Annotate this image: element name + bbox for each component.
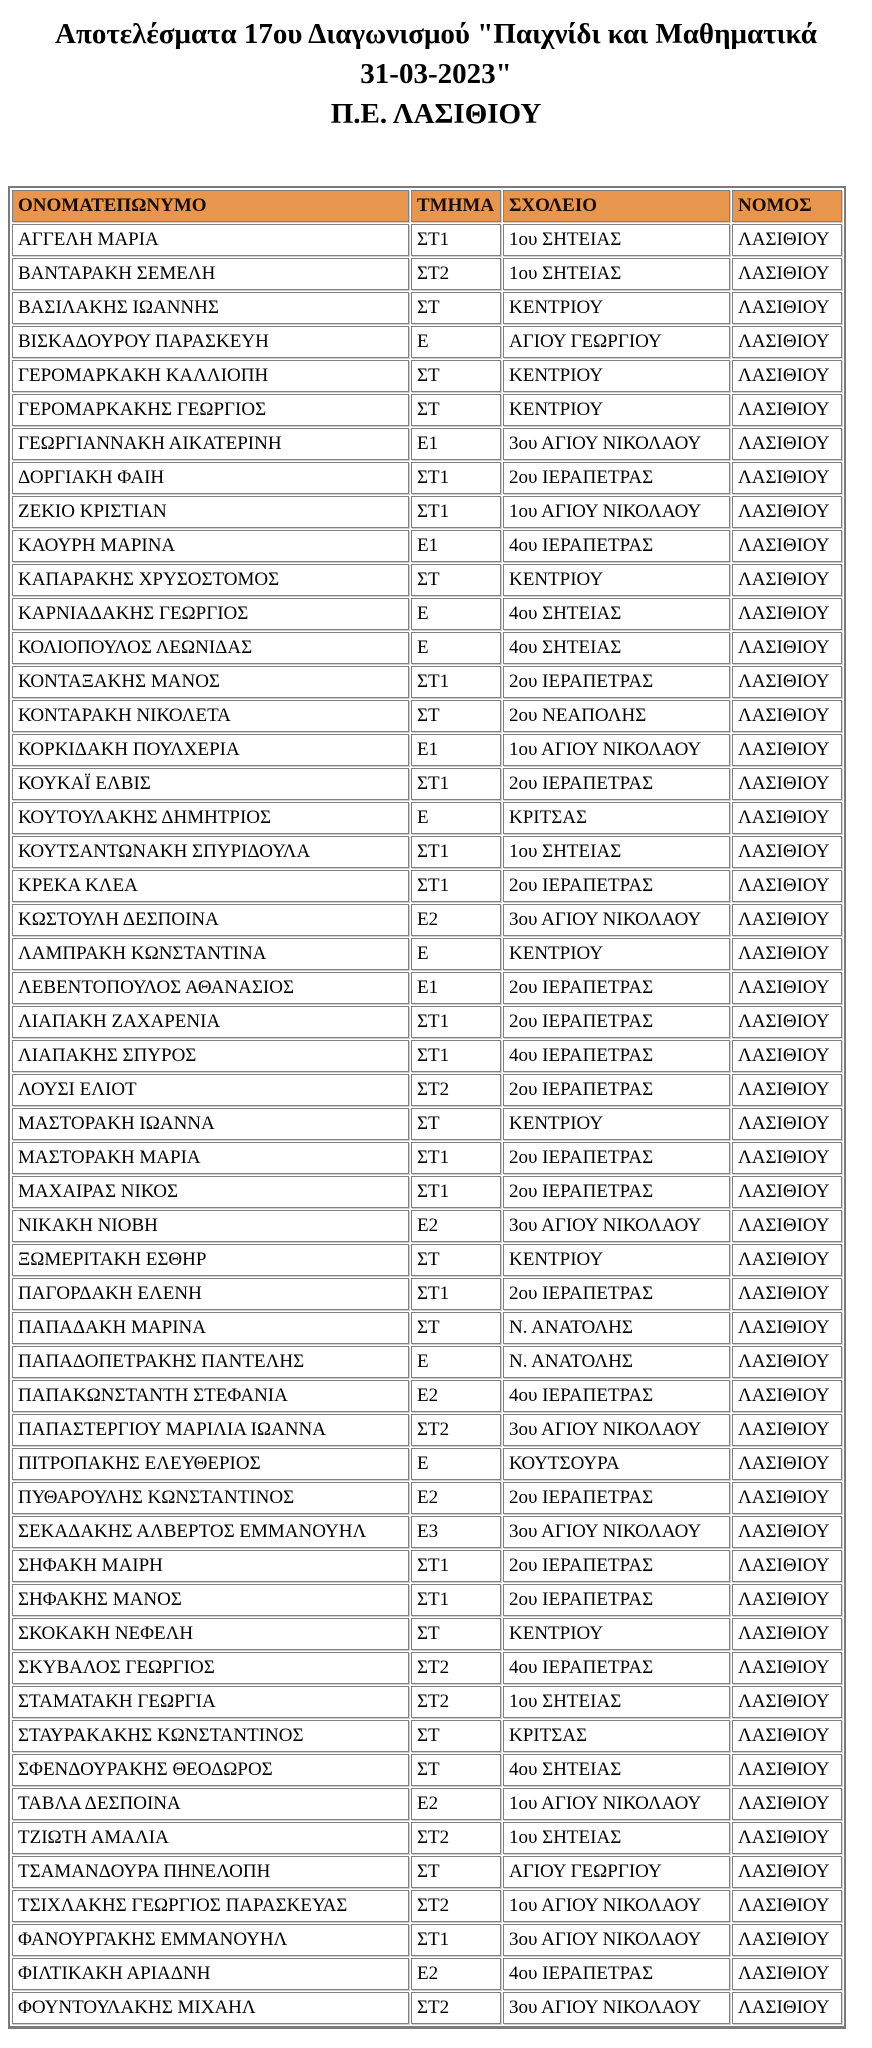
cell-class: Ε: [411, 632, 501, 664]
cell-prefecture: ΛΑΣΙΘΙΟΥ: [732, 1788, 842, 1820]
cell-school: 2ου ΙΕΡΑΠΕΤΡΑΣ: [503, 1142, 730, 1174]
cell-class: ΣΤ: [411, 360, 501, 392]
cell-name: ΑΓΓΕΛΗ ΜΑΡΙΑ: [12, 224, 409, 256]
cell-name: ΚΟΝΤΑΡΑΚΗ ΝΙΚΟΛΕΤΑ: [12, 700, 409, 732]
table-row: [12, 1516, 842, 1548]
table-row: [12, 938, 842, 970]
cell-prefecture: ΛΑΣΙΘΙΟΥ: [732, 1380, 842, 1412]
cell-prefecture: ΛΑΣΙΘΙΟΥ: [732, 870, 842, 902]
cell-school: ΚΕΝΤΡΙΟΥ: [503, 1108, 730, 1140]
cell-name: ΠΑΠΑΔΟΠΕΤΡΑΚΗΣ ΠΑΝΤΕΛΗΣ: [12, 1346, 409, 1378]
table-row: [12, 1686, 842, 1718]
page-title-line-1: Αποτελέσματα 17ου Διαγωνισμού "Παιχνίδι και Μαθηματικά: [55, 18, 817, 50]
cell-class: ΣΤ1: [411, 1176, 501, 1208]
cell-prefecture: ΛΑΣΙΘΙΟΥ: [732, 1346, 842, 1378]
table-row: [12, 1312, 842, 1344]
cell-class: ΣΤ1: [411, 1142, 501, 1174]
table-row: [12, 836, 842, 868]
cell-name: ΣΚΟΚΑΚΗ ΝΕΦΕΛΗ: [12, 1618, 409, 1650]
cell-school: 4ου ΣΗΤΕΙΑΣ: [503, 1754, 730, 1786]
cell-school: ΚΕΝΤΡΙΟΥ: [503, 360, 730, 392]
column-header-prefecture: ΝΟΜΟΣ: [732, 190, 842, 222]
cell-name: ΦΙΛΤΙΚΑΚΗ ΑΡΙΑΔΝΗ: [12, 1958, 409, 1990]
cell-prefecture: ΛΑΣΙΘΙΟΥ: [732, 972, 842, 1004]
cell-class: ΣΤ1: [411, 496, 501, 528]
cell-class: ΣΤ2: [411, 1414, 501, 1446]
cell-class: ΣΤ1: [411, 224, 501, 256]
cell-name: ΖΕΚΙΟ ΚΡΙΣΤΙΑΝ: [12, 496, 409, 528]
cell-prefecture: ΛΑΣΙΘΙΟΥ: [732, 1414, 842, 1446]
cell-prefecture: ΛΑΣΙΘΙΟΥ: [732, 1754, 842, 1786]
table-row: [12, 1482, 842, 1514]
table-row: [12, 1550, 842, 1582]
cell-name: ΠΥΘΑΡΟΥΛΗΣ ΚΩΝΣΤΑΝΤΙΝΟΣ: [12, 1482, 409, 1514]
cell-name: ΓΕΩΡΓΙΑΝΝΑΚΗ ΑΙΚΑΤΕΡΙΝΗ: [12, 428, 409, 460]
cell-class: Ε: [411, 1448, 501, 1480]
cell-school: ΚΡΙΤΣΑΣ: [503, 802, 730, 834]
cell-class: ΣΤ1: [411, 1584, 501, 1616]
cell-prefecture: ΛΑΣΙΘΙΟΥ: [732, 768, 842, 800]
cell-prefecture: ΛΑΣΙΘΙΟΥ: [732, 326, 842, 358]
table-row: [12, 870, 842, 902]
table-row: [12, 1108, 842, 1140]
cell-class: Ε2: [411, 1958, 501, 1990]
cell-name: ΚΟΝΤΑΞΑΚΗΣ ΜΑΝΟΣ: [12, 666, 409, 698]
cell-prefecture: ΛΑΣΙΘΙΟΥ: [732, 1040, 842, 1072]
page-title-line-3: Π.Ε. ΛΑΣΙΘΙΟΥ: [330, 98, 542, 130]
table-row: [12, 1754, 842, 1786]
cell-name: ΔΟΡΓΙΑΚΗ ΦΑΙΗ: [12, 462, 409, 494]
cell-prefecture: ΛΑΣΙΘΙΟΥ: [732, 1244, 842, 1276]
cell-name: ΠΑΠΑΚΩΝΣΤΑΝΤΗ ΣΤΕΦΑΝΙΑ: [12, 1380, 409, 1412]
column-header-school: ΣΧΟΛΕΙΟ: [503, 190, 730, 222]
cell-prefecture: ΛΑΣΙΘΙΟΥ: [732, 1312, 842, 1344]
cell-prefecture: ΛΑΣΙΘΙΟΥ: [732, 1278, 842, 1310]
cell-name: ΝΙΚΑΚΗ ΝΙΟΒΗ: [12, 1210, 409, 1242]
cell-name: ΚΟΥΚΑΪ ΕΛΒΙΣ: [12, 768, 409, 800]
cell-prefecture: ΛΑΣΙΘΙΟΥ: [732, 632, 842, 664]
cell-name: ΚΑΠΑΡΑΚΗΣ ΧΡΥΣΟΣΤΟΜΟΣ: [12, 564, 409, 596]
cell-school: 2ου ΙΕΡΑΠΕΤΡΑΣ: [503, 1584, 730, 1616]
cell-school: 3ου ΑΓΙΟΥ ΝΙΚΟΛΑΟΥ: [503, 428, 730, 460]
table-row: [12, 1958, 842, 1990]
cell-name: ΣΕΚΑΔΑΚΗΣ ΑΛΒΕΡΤΟΣ ΕΜΜΑΝΟΥΗΛ: [12, 1516, 409, 1548]
cell-name: ΚΟΥΤΟΥΛΑΚΗΣ ΔΗΜΗΤΡΙΟΣ: [12, 802, 409, 834]
table-row: [12, 462, 842, 494]
cell-school: 1ου ΑΓΙΟΥ ΝΙΚΟΛΑΟΥ: [503, 1788, 730, 1820]
cell-prefecture: ΛΑΣΙΘΙΟΥ: [732, 1992, 842, 2024]
cell-name: ΜΑΧΑΙΡΑΣ ΝΙΚΟΣ: [12, 1176, 409, 1208]
cell-prefecture: ΛΑΣΙΘΙΟΥ: [732, 1618, 842, 1650]
cell-name: ΓΕΡΟΜΑΡΚΑΚΗ ΚΑΛΛΙΟΠΗ: [12, 360, 409, 392]
cell-school: 4ου ΙΕΡΑΠΕΤΡΑΣ: [503, 1040, 730, 1072]
cell-school: 1ου ΣΗΤΕΙΑΣ: [503, 258, 730, 290]
cell-prefecture: ΛΑΣΙΘΙΟΥ: [732, 496, 842, 528]
cell-school: ΑΓΙΟΥ ΓΕΩΡΓΙΟΥ: [503, 1856, 730, 1888]
cell-name: ΠΑΠΑΣΤΕΡΓΙΟΥ ΜΑΡΙΛΙΑ ΙΩΑΝΝΑ: [12, 1414, 409, 1446]
cell-class: Ε: [411, 938, 501, 970]
cell-class: ΣΤ: [411, 1856, 501, 1888]
cell-prefecture: ΛΑΣΙΘΙΟΥ: [732, 564, 842, 596]
cell-school: 4ου ΙΕΡΑΠΕΤΡΑΣ: [503, 530, 730, 562]
cell-prefecture: ΛΑΣΙΘΙΟΥ: [732, 1176, 842, 1208]
cell-prefecture: ΛΑΣΙΘΙΟΥ: [732, 462, 842, 494]
cell-school: ΚΕΝΤΡΙΟΥ: [503, 1244, 730, 1276]
cell-class: ΣΤ1: [411, 1006, 501, 1038]
cell-prefecture: ΛΑΣΙΘΙΟΥ: [732, 1686, 842, 1718]
cell-class: ΣΤ: [411, 292, 501, 324]
cell-name: ΠΑΠΑΔΑΚΗ ΜΑΡΙΝΑ: [12, 1312, 409, 1344]
table-row: [12, 598, 842, 630]
cell-class: ΣΤ2: [411, 1686, 501, 1718]
cell-class: ΣΤ1: [411, 1550, 501, 1582]
cell-prefecture: ΛΑΣΙΘΙΟΥ: [732, 1210, 842, 1242]
cell-prefecture: ΛΑΣΙΘΙΟΥ: [732, 428, 842, 460]
table-row: [12, 802, 842, 834]
cell-class: ΣΤ: [411, 564, 501, 596]
cell-class: ΣΤ: [411, 1244, 501, 1276]
cell-name: ΚΟΛΙΟΠΟΥΛΟΣ ΛΕΩΝΙΔΑΣ: [12, 632, 409, 664]
table-row: [12, 428, 842, 460]
cell-name: ΣΗΦΑΚΗ ΜΑΙΡΗ: [12, 1550, 409, 1582]
cell-name: ΤΣΑΜΑΝΔΟΥΡΑ ΠΗΝΕΛΟΠΗ: [12, 1856, 409, 1888]
cell-school: ΚΟΥΤΣΟΥΡΑ: [503, 1448, 730, 1480]
cell-name: ΛΙΑΠΑΚΗ ΖΑΧΑΡΕΝΙΑ: [12, 1006, 409, 1038]
table-row: [12, 1210, 842, 1242]
cell-class: ΣΤ: [411, 1108, 501, 1140]
cell-school: 2ου ΙΕΡΑΠΕΤΡΑΣ: [503, 1176, 730, 1208]
table-row: [12, 1924, 842, 1956]
cell-name: ΚΟΥΤΣΑΝΤΩΝΑΚΗ ΣΠΥΡΙΔΟΥΛΑ: [12, 836, 409, 868]
cell-school: ΑΓΙΟΥ ΓΕΩΡΓΙΟΥ: [503, 326, 730, 358]
cell-class: ΣΤ1: [411, 836, 501, 868]
column-header-name: ΟΝΟΜΑΤΕΠΩΝΥΜΟ: [12, 190, 409, 222]
cell-class: ΣΤ2: [411, 1992, 501, 2024]
page-title-line-2: 31-03-2023": [360, 58, 512, 90]
cell-prefecture: ΛΑΣΙΘΙΟΥ: [732, 224, 842, 256]
table-row: [12, 292, 842, 324]
results-table: [8, 186, 846, 2029]
cell-name: ΒΑΝΤΑΡΑΚΗ ΣΕΜΕΛΗ: [12, 258, 409, 290]
table-row: [12, 1346, 842, 1378]
cell-name: ΣΤΑΥΡΑΚΑΚΗΣ ΚΩΝΣΤΑΝΤΙΝΟΣ: [12, 1720, 409, 1752]
table-row: [12, 1244, 842, 1276]
cell-class: ΣΤ1: [411, 768, 501, 800]
table-row: [12, 1176, 842, 1208]
cell-school: 3ου ΑΓΙΟΥ ΝΙΚΟΛΑΟΥ: [503, 1414, 730, 1446]
cell-school: ΚΕΝΤΡΙΟΥ: [503, 292, 730, 324]
cell-class: ΣΤ: [411, 1618, 501, 1650]
table-row: [12, 1414, 842, 1446]
cell-class: Ε: [411, 802, 501, 834]
cell-school: 4ου ΙΕΡΑΠΕΤΡΑΣ: [503, 1958, 730, 1990]
cell-school: 2ου ΙΕΡΑΠΕΤΡΑΣ: [503, 462, 730, 494]
cell-name: ΦΟΥΝΤΟΥΛΑΚΗΣ ΜΙΧΑΗΛ: [12, 1992, 409, 2024]
table-row: [12, 1788, 842, 1820]
cell-prefecture: ΛΑΣΙΘΙΟΥ: [732, 1448, 842, 1480]
cell-name: ΣΤΑΜΑΤΑΚΗ ΓΕΩΡΓΙΑ: [12, 1686, 409, 1718]
cell-name: ΛΑΜΠΡΑΚΗ ΚΩΝΣΤΑΝΤΙΝΑ: [12, 938, 409, 970]
table-row: [12, 360, 842, 392]
cell-school: 4ου ΙΕΡΑΠΕΤΡΑΣ: [503, 1652, 730, 1684]
cell-school: 1ου ΑΓΙΟΥ ΝΙΚΟΛΑΟΥ: [503, 1890, 730, 1922]
cell-class: ΣΤ2: [411, 258, 501, 290]
cell-school: ΚΡΙΤΣΑΣ: [503, 1720, 730, 1752]
cell-prefecture: ΛΑΣΙΘΙΟΥ: [732, 530, 842, 562]
table-row: [12, 224, 842, 256]
cell-class: ΣΤ2: [411, 1890, 501, 1922]
table-row: [12, 1380, 842, 1412]
cell-class: Ε1: [411, 972, 501, 1004]
cell-prefecture: ΛΑΣΙΘΙΟΥ: [732, 1924, 842, 1956]
cell-name: ΓΕΡΟΜΑΡΚΑΚΗΣ ΓΕΩΡΓΙΟΣ: [12, 394, 409, 426]
table-row: [12, 1006, 842, 1038]
cell-prefecture: ΛΑΣΙΘΙΟΥ: [732, 734, 842, 766]
cell-class: Ε3: [411, 1516, 501, 1548]
cell-school: 2ου ΙΕΡΑΠΕΤΡΑΣ: [503, 666, 730, 698]
cell-class: ΣΤ2: [411, 1074, 501, 1106]
cell-prefecture: ΛΑΣΙΘΙΟΥ: [732, 1482, 842, 1514]
cell-school: ΚΕΝΤΡΙΟΥ: [503, 394, 730, 426]
cell-name: ΚΑΟΥΡΗ ΜΑΡΙΝΑ: [12, 530, 409, 562]
cell-class: Ε2: [411, 904, 501, 936]
cell-prefecture: ΛΑΣΙΘΙΟΥ: [732, 938, 842, 970]
cell-school: 1ου ΣΗΤΕΙΑΣ: [503, 1822, 730, 1854]
cell-prefecture: ΛΑΣΙΘΙΟΥ: [732, 258, 842, 290]
table-row: [12, 394, 842, 426]
column-header-class: ΤΜΗΜΑ: [411, 190, 501, 222]
cell-school: 3ου ΑΓΙΟΥ ΝΙΚΟΛΑΟΥ: [503, 904, 730, 936]
cell-name: ΣΚΥΒΑΛΟΣ ΓΕΩΡΓΙΟΣ: [12, 1652, 409, 1684]
cell-class: ΣΤ1: [411, 666, 501, 698]
cell-prefecture: ΛΑΣΙΘΙΟΥ: [732, 1142, 842, 1174]
cell-name: ΣΗΦΑΚΗΣ ΜΑΝΟΣ: [12, 1584, 409, 1616]
cell-prefecture: ΛΑΣΙΘΙΟΥ: [732, 394, 842, 426]
cell-school: 4ου ΙΕΡΑΠΕΤΡΑΣ: [503, 1380, 730, 1412]
table-row: [12, 1890, 842, 1922]
cell-school: 4ου ΣΗΤΕΙΑΣ: [503, 598, 730, 630]
table-row: [12, 768, 842, 800]
cell-name: ΤΖΙΩΤΗ ΑΜΑΛΙΑ: [12, 1822, 409, 1854]
results-table-body: [12, 224, 842, 2024]
cell-name: ΛΙΑΠΑΚΗΣ ΣΠΥΡΟΣ: [12, 1040, 409, 1072]
cell-class: ΣΤ1: [411, 870, 501, 902]
table-row: [12, 326, 842, 358]
cell-school: 2ου ΝΕΑΠΟΛΗΣ: [503, 700, 730, 732]
cell-class: ΣΤ: [411, 1720, 501, 1752]
cell-school: 2ου ΙΕΡΑΠΕΤΡΑΣ: [503, 972, 730, 1004]
cell-class: Ε1: [411, 530, 501, 562]
cell-prefecture: ΛΑΣΙΘΙΟΥ: [732, 1720, 842, 1752]
cell-school: 3ου ΑΓΙΟΥ ΝΙΚΟΛΑΟΥ: [503, 1992, 730, 2024]
cell-class: ΣΤ: [411, 700, 501, 732]
cell-name: ΦΑΝΟΥΡΓΑΚΗΣ ΕΜΜΑΝΟΥΗΛ: [12, 1924, 409, 1956]
cell-name: ΣΦΕΝΔΟΥΡΑΚΗΣ ΘΕΟΔΩΡΟΣ: [12, 1754, 409, 1786]
cell-school: 3ου ΑΓΙΟΥ ΝΙΚΟΛΑΟΥ: [503, 1210, 730, 1242]
table-row: [12, 1720, 842, 1752]
cell-name: ΜΑΣΤΟΡΑΚΗ ΙΩΑΝΝΑ: [12, 1108, 409, 1140]
cell-prefecture: ΛΑΣΙΘΙΟΥ: [732, 292, 842, 324]
cell-name: ΚΟΡΚΙΔΑΚΗ ΠΟΥΛΧΕΡΙΑ: [12, 734, 409, 766]
table-row: [12, 496, 842, 528]
cell-prefecture: ΛΑΣΙΘΙΟΥ: [732, 1890, 842, 1922]
cell-name: ΛΕΒΕΝΤΟΠΟΥΛΟΣ ΑΘΑΝΑΣΙΟΣ: [12, 972, 409, 1004]
cell-class: Ε2: [411, 1788, 501, 1820]
table-row: [12, 1822, 842, 1854]
cell-school: ΚΕΝΤΡΙΟΥ: [503, 564, 730, 596]
table-row: [12, 972, 842, 1004]
cell-school: 2ου ΙΕΡΑΠΕΤΡΑΣ: [503, 1074, 730, 1106]
table-row: [12, 1652, 842, 1684]
cell-name: ΤΣΙΧΛΑΚΗΣ ΓΕΩΡΓΙΟΣ ΠΑΡΑΣΚΕΥΑΣ: [12, 1890, 409, 1922]
cell-school: Ν. ΑΝΑΤΟΛΗΣ: [503, 1346, 730, 1378]
cell-name: ΒΙΣΚΑΔΟΥΡΟΥ ΠΑΡΑΣΚΕΥΗ: [12, 326, 409, 358]
cell-school: 1ου ΣΗΤΕΙΑΣ: [503, 224, 730, 256]
cell-name: ΠΑΓΟΡΔΑΚΗ ΕΛΕΝΗ: [12, 1278, 409, 1310]
cell-name: ΚΩΣΤΟΥΛΗ ΔΕΣΠΟΙΝΑ: [12, 904, 409, 936]
cell-school: 1ου ΣΗΤΕΙΑΣ: [503, 836, 730, 868]
cell-school: 2ου ΙΕΡΑΠΕΤΡΑΣ: [503, 768, 730, 800]
cell-school: 2ου ΙΕΡΑΠΕΤΡΑΣ: [503, 870, 730, 902]
cell-prefecture: ΛΑΣΙΘΙΟΥ: [732, 1856, 842, 1888]
cell-school: Ν. ΑΝΑΤΟΛΗΣ: [503, 1312, 730, 1344]
cell-class: ΣΤ1: [411, 1040, 501, 1072]
table-row: [12, 258, 842, 290]
cell-school: 3ου ΑΓΙΟΥ ΝΙΚΟΛΑΟΥ: [503, 1516, 730, 1548]
cell-prefecture: ΛΑΣΙΘΙΟΥ: [732, 1822, 842, 1854]
table-row: [12, 1448, 842, 1480]
table-row: [12, 700, 842, 732]
cell-class: Ε: [411, 598, 501, 630]
cell-class: ΣΤ1: [411, 462, 501, 494]
cell-prefecture: ΛΑΣΙΘΙΟΥ: [732, 1584, 842, 1616]
table-row: [12, 1278, 842, 1310]
table-row: [12, 734, 842, 766]
cell-class: ΣΤ1: [411, 1924, 501, 1956]
cell-school: 2ου ΙΕΡΑΠΕΤΡΑΣ: [503, 1550, 730, 1582]
cell-school: 4ου ΣΗΤΕΙΑΣ: [503, 632, 730, 664]
cell-name: ΚΡΕΚΑ ΚΛΕΑ: [12, 870, 409, 902]
cell-class: Ε2: [411, 1380, 501, 1412]
cell-prefecture: ΛΑΣΙΘΙΟΥ: [732, 666, 842, 698]
cell-prefecture: ΛΑΣΙΘΙΟΥ: [732, 904, 842, 936]
cell-school: 3ου ΑΓΙΟΥ ΝΙΚΟΛΑΟΥ: [503, 1924, 730, 1956]
cell-class: Ε: [411, 1346, 501, 1378]
cell-prefecture: ΛΑΣΙΘΙΟΥ: [732, 836, 842, 868]
cell-name: ΚΑΡΝΙΑΔΑΚΗΣ ΓΕΩΡΓΙΟΣ: [12, 598, 409, 630]
table-row: [12, 530, 842, 562]
cell-prefecture: ΛΑΣΙΘΙΟΥ: [732, 1652, 842, 1684]
cell-class: ΣΤ2: [411, 1822, 501, 1854]
cell-prefecture: ΛΑΣΙΘΙΟΥ: [732, 1550, 842, 1582]
table-row: [12, 1142, 842, 1174]
table-row: [12, 904, 842, 936]
table-row: [12, 1856, 842, 1888]
table-row: [12, 1074, 842, 1106]
table-row: [12, 1040, 842, 1072]
cell-name: ΒΑΣΙΛΑΚΗΣ ΙΩΑΝΝΗΣ: [12, 292, 409, 324]
table-row: [12, 1618, 842, 1650]
cell-prefecture: ΛΑΣΙΘΙΟΥ: [732, 700, 842, 732]
cell-school: ΚΕΝΤΡΙΟΥ: [503, 938, 730, 970]
cell-prefecture: ΛΑΣΙΘΙΟΥ: [732, 1108, 842, 1140]
table-header-row: [12, 190, 842, 222]
cell-class: ΣΤ: [411, 394, 501, 426]
cell-prefecture: ΛΑΣΙΘΙΟΥ: [732, 1006, 842, 1038]
table-row: [12, 1584, 842, 1616]
cell-class: Ε1: [411, 428, 501, 460]
table-row: [12, 666, 842, 698]
cell-class: ΣΤ: [411, 1754, 501, 1786]
cell-class: Ε2: [411, 1210, 501, 1242]
cell-school: 2ου ΙΕΡΑΠΕΤΡΑΣ: [503, 1006, 730, 1038]
cell-name: ΛΟΥΣΙ ΕΛΙΟΤ: [12, 1074, 409, 1106]
cell-prefecture: ΛΑΣΙΘΙΟΥ: [732, 360, 842, 392]
page-title: [8, 14, 864, 134]
cell-name: ΞΩΜΕΡΙΤΑΚΗ ΕΣΘΗΡ: [12, 1244, 409, 1276]
cell-name: ΤΑΒΛΑ ΔΕΣΠΟΙΝΑ: [12, 1788, 409, 1820]
cell-class: ΣΤ1: [411, 1278, 501, 1310]
cell-class: ΣΤ2: [411, 1652, 501, 1684]
table-row: [12, 564, 842, 596]
cell-school: 2ου ΙΕΡΑΠΕΤΡΑΣ: [503, 1482, 730, 1514]
cell-class: ΣΤ: [411, 1312, 501, 1344]
cell-prefecture: ΛΑΣΙΘΙΟΥ: [732, 598, 842, 630]
cell-school: 1ου ΑΓΙΟΥ ΝΙΚΟΛΑΟΥ: [503, 496, 730, 528]
cell-school: ΚΕΝΤΡΙΟΥ: [503, 1618, 730, 1650]
cell-class: Ε: [411, 326, 501, 358]
cell-school: 2ου ΙΕΡΑΠΕΤΡΑΣ: [503, 1278, 730, 1310]
cell-class: Ε2: [411, 1482, 501, 1514]
cell-class: Ε1: [411, 734, 501, 766]
cell-prefecture: ΛΑΣΙΘΙΟΥ: [732, 1516, 842, 1548]
cell-name: ΠΙΤΡΟΠΑΚΗΣ ΕΛΕΥΘΕΡΙΟΣ: [12, 1448, 409, 1480]
table-row: [12, 632, 842, 664]
cell-prefecture: ΛΑΣΙΘΙΟΥ: [732, 1958, 842, 1990]
cell-prefecture: ΛΑΣΙΘΙΟΥ: [732, 802, 842, 834]
cell-prefecture: ΛΑΣΙΘΙΟΥ: [732, 1074, 842, 1106]
table-row: [12, 1992, 842, 2024]
cell-school: 1ου ΣΗΤΕΙΑΣ: [503, 1686, 730, 1718]
cell-name: ΜΑΣΤΟΡΑΚΗ ΜΑΡΙΑ: [12, 1142, 409, 1174]
cell-school: 1ου ΑΓΙΟΥ ΝΙΚΟΛΑΟΥ: [503, 734, 730, 766]
